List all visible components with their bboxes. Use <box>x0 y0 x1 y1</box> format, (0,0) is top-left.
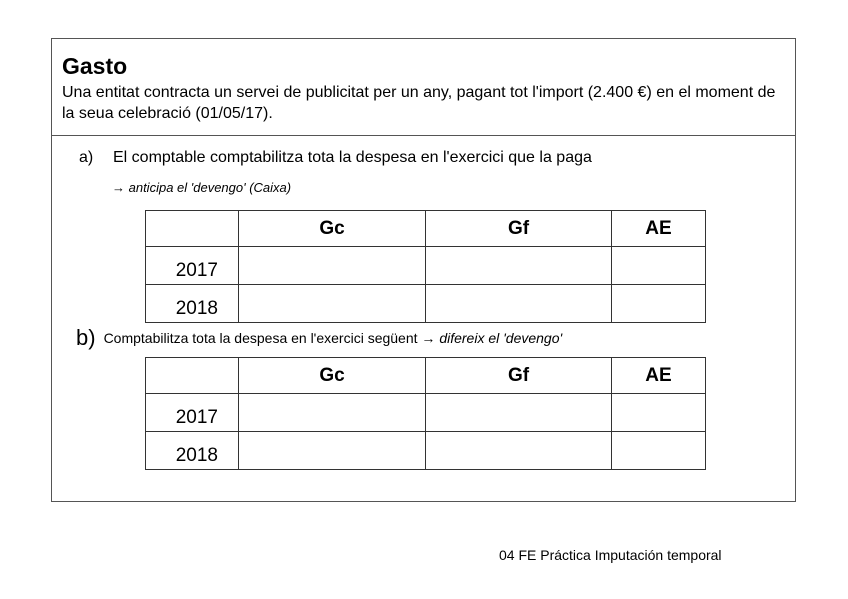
gf-cell[interactable] <box>426 394 612 432</box>
gc-cell[interactable] <box>239 285 426 323</box>
table-row <box>146 285 706 323</box>
table-a-header-row <box>146 211 706 247</box>
part-a-text: El comptable comptabilitza tota la despesa en l'exercici que la paga <box>113 149 592 166</box>
header-gf: Gf <box>426 358 612 394</box>
table-row <box>146 432 706 470</box>
header-ae: AE <box>612 358 706 394</box>
part-b-letter: b) <box>76 325 96 350</box>
header-empty <box>146 211 239 247</box>
gc-cell[interactable] <box>239 394 426 432</box>
exercise-header <box>52 39 795 136</box>
exercise-frame <box>51 38 796 502</box>
part-b-note: difereix el 'devengo' <box>439 330 563 346</box>
gf-cell[interactable] <box>426 247 612 285</box>
table-a <box>145 210 706 323</box>
gf-cell[interactable] <box>426 285 612 323</box>
part-a-note: → anticipa el 'devengo' (Caixa) <box>112 180 292 195</box>
header-ae: AE <box>612 211 706 247</box>
gf-cell[interactable] <box>426 432 612 470</box>
gc-cell[interactable] <box>239 432 426 470</box>
year-cell: 2017 <box>146 394 239 432</box>
part-a-letter: a) <box>79 149 94 166</box>
header-empty <box>146 358 239 394</box>
exercise-title: Gasto <box>62 53 128 79</box>
table-b <box>145 357 706 470</box>
header-gc: Gc <box>239 358 426 394</box>
part-b-text: Comptabilitza tota la despesa en l'exercici següent → <box>103 330 440 346</box>
table-row <box>146 394 706 432</box>
page-footer: 04 FE Práctica Imputación temporal <box>499 547 722 563</box>
ae-cell[interactable] <box>612 432 706 470</box>
gc-cell[interactable] <box>239 247 426 285</box>
exercise-description: Una entitat contracta un servei de publicitat per un any, pagant tot l'import (2.400 €) en el moment de la seua celebració (01/05/17). <box>62 84 776 122</box>
ae-cell[interactable] <box>612 285 706 323</box>
year-cell: 2018 <box>146 285 239 323</box>
header-gc: Gc <box>239 211 426 247</box>
year-cell: 2017 <box>146 247 239 285</box>
ae-cell[interactable] <box>612 247 706 285</box>
table-row <box>146 247 706 285</box>
header-gf: Gf <box>426 211 612 247</box>
table-b-header-row <box>146 358 706 394</box>
part-a-statement <box>79 147 592 169</box>
ae-cell[interactable] <box>612 394 706 432</box>
part-b-statement <box>76 327 562 349</box>
year-cell: 2018 <box>146 432 239 470</box>
